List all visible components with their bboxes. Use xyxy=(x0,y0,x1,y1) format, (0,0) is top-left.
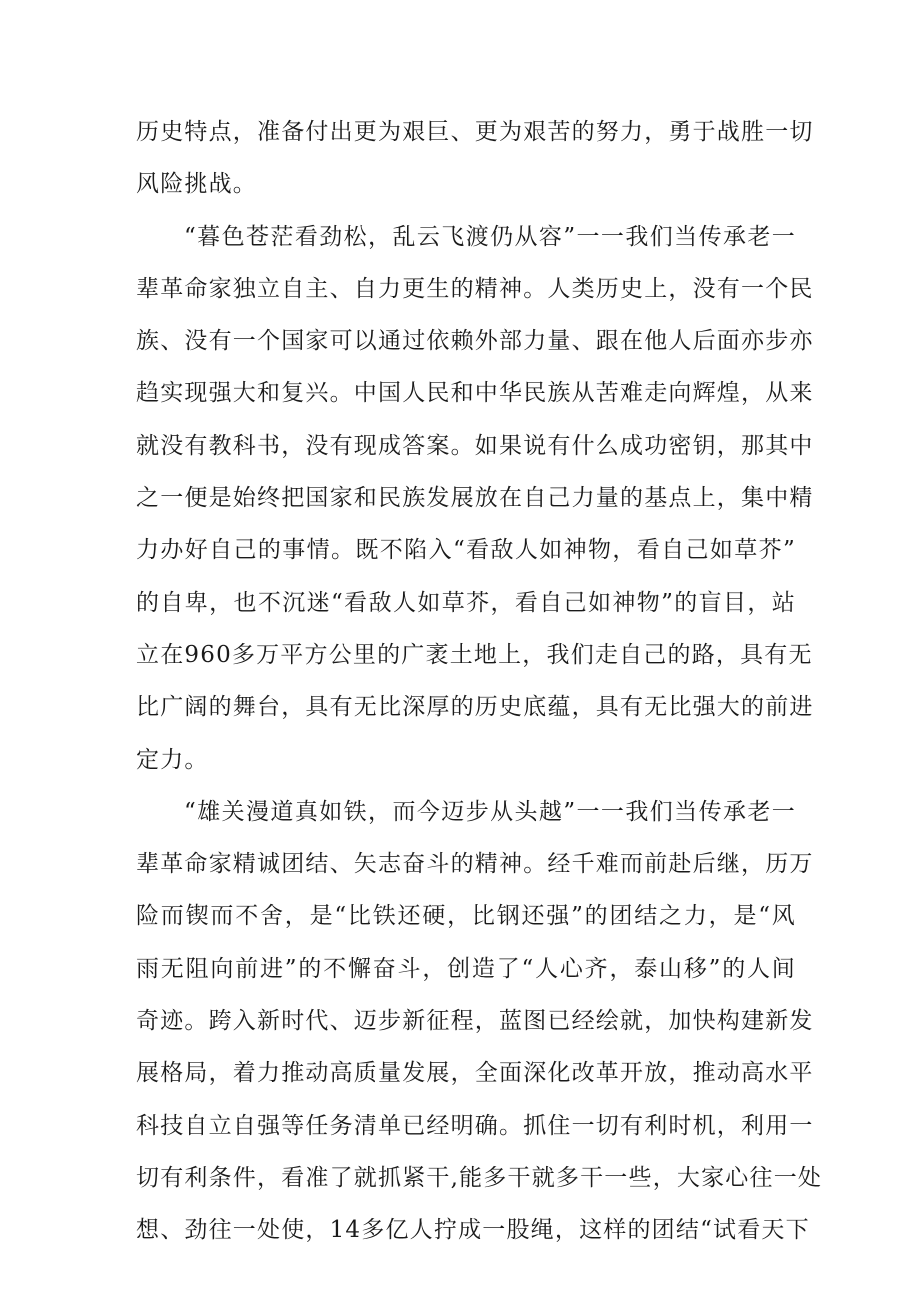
paragraph-3 xyxy=(136,786,823,1257)
text-line: 科技自立自强等任务清单已经明确。抓住一切有利时机，利用一 xyxy=(136,1112,814,1139)
text-line: 展格局，着力推动高质量发展，全面深化改革开放，推动高水平 xyxy=(136,1060,814,1087)
text-line: 就没有教科书，没有现成答案。如果说有什么成功密钥，那其中 xyxy=(136,432,814,459)
text-line: 族、没有一个国家可以通过依赖外部力量、跟在他人后面亦步亦 xyxy=(136,328,814,355)
text-line: 的自卑，也不沉迷“看敌人如草芥，看自己如神物”的盲目，站 xyxy=(136,589,796,616)
text-line: 雨无阻向前进”的不懈奋斗，创造了“人心齐，泰山移”的人间 xyxy=(136,955,796,982)
text-line: 定力。 xyxy=(136,746,209,773)
paragraph-1 xyxy=(136,106,814,211)
text-line: 历史特点，准备付出更为艰巨、更为艰苦的努力，勇于战胜一切 xyxy=(136,119,814,145)
text-line: 趋实现强大和复兴。中国人民和中华民族从苦难走向辉煌，从来 xyxy=(136,380,814,407)
text-line: 切有利条件，看准了就抓紧干,能多干就多干一些，大家心往一处 xyxy=(136,1164,823,1191)
text-line: 辈革命家独立自主、自力更生的精神。人类历史上，没有一个民 xyxy=(136,275,814,302)
text-line: 立在960多万平方公里的广袤土地上，我们走自己的路，具有无 xyxy=(136,641,813,668)
text-line: 想、劲往一处使，14多亿人拧成一股绳，这样的团结“试看天下 xyxy=(136,1217,810,1244)
text-line: “暮色苍茫看劲松，乱云飞渡仍从容”一一我们当传承老一 xyxy=(184,223,796,250)
body-text xyxy=(136,106,823,1257)
text-line: 之一便是始终把国家和民族发展放在自己力量的基点上，集中精 xyxy=(136,485,814,512)
text-line: 辈革命家精诚团结、矢志奋斗的精神。经千难而前赴后继，历万 xyxy=(136,851,814,878)
text-line: 险而锲而不舍，是“比铁还硬，比钢还强”的团结之力，是“风 xyxy=(136,903,796,930)
text-line: 奇迹。跨入新时代、迈步新征程，蓝图已经绘就，加快构建新发 xyxy=(136,1008,814,1035)
text-line: 风险挑战。 xyxy=(136,171,257,198)
text-line: “雄关漫道真如铁，而今迈步从头越”一一我们当传承老一 xyxy=(184,798,796,825)
text-line: 力办好自己的事情。既不陷入“看敌人如神物，看自己如草芥” xyxy=(136,537,796,564)
paragraph-2 xyxy=(136,211,814,786)
text-line: 比广阔的舞台，具有无比深厚的历史底蕴，具有无比强大的前进 xyxy=(136,694,814,721)
